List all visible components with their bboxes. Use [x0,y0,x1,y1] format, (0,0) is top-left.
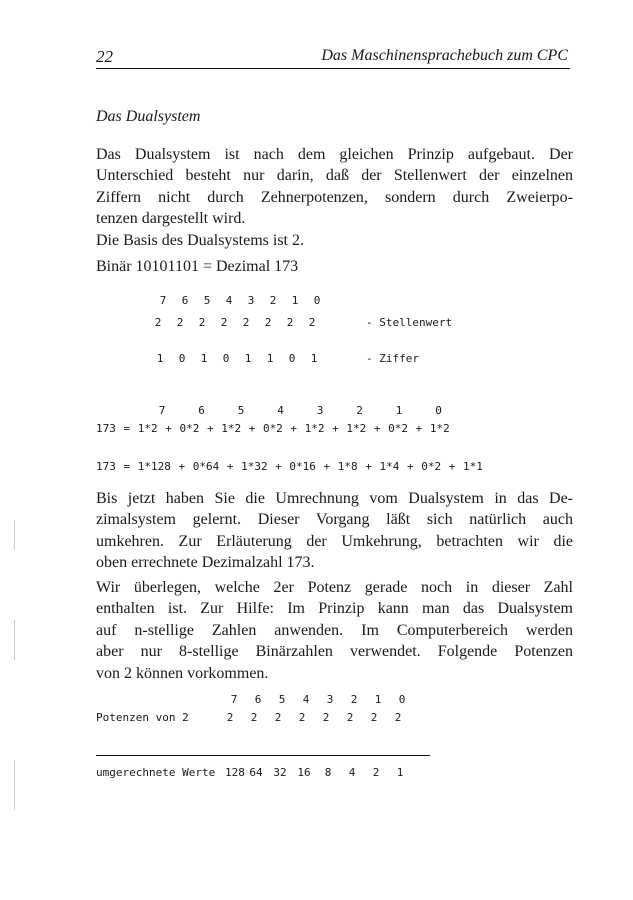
power-exponent: 2 [350,693,358,706]
power-base: 2 [226,711,234,724]
exponent-digit: 5 [203,294,211,307]
text-line: Wir überlegen, welche 2er Potenz gerade noch in dieser Zahl [96,579,573,596]
binary-digit: 1 [244,352,252,365]
text-line: Ziffern nicht durch Zehnerpotenzen, sondern durch Zweierpo- [96,188,573,206]
scan-artifact [14,620,15,660]
scan-artifact [14,520,15,550]
power-exponent: 5 [278,693,286,706]
text-line: Unterschied besteht nur darin, daß der Stellenwert der einzelnen [96,167,573,185]
base-digit: 2 [176,316,184,329]
converted-value: 1 [396,766,404,779]
text-line: zimalsystem gelernt. Dieser Vorgang läßt sich natürlich auch [96,511,573,529]
binary-digit: 1 [310,352,318,365]
power-base: 2 [274,711,282,724]
formula-line-1: 173 = 1*2 + 0*2 + 1*2 + 0*2 + 1*2 + 1*2 + 0*2 + 1*2 [96,422,450,435]
formula-exponent: 0 [435,404,442,417]
text-line: auf n-stellige Zahlen anwenden. Im Computerbereich werden [96,621,573,639]
formula-exponent: 1 [395,404,403,417]
binary-digit: 0 [288,352,296,365]
exponent-digit: 7 [159,294,167,307]
power-base: 2 [250,711,258,724]
binary-example: Binär 10101101 = Dezimal 173 [96,258,299,275]
power-base: 2 [370,711,378,724]
power-base: 2 [394,711,402,724]
converted-value: 4 [348,766,356,779]
text-line: von 2 können vorkommen. [96,664,269,682]
power-base: 2 [346,711,354,724]
base-digit: 2 [308,316,316,329]
text-line: tenzen dargestellt wird. [96,210,246,228]
binary-digit: 1 [266,352,274,365]
text-line: oben errechnete Dezimalzahl 173. [96,554,315,572]
converted-value: 8 [324,766,332,779]
text-line: Bis jetzt haben Sie die Umrechnung vom Dualsystem in das De- [96,490,573,507]
paragraph-conversion [96,488,573,574]
formula-exponent: 5 [237,404,245,417]
converted-value: 64 [249,766,263,779]
exponent-digit: 3 [247,294,255,307]
stellenwert-label: - Stellenwert [366,316,453,329]
exponent-digit: 6 [181,294,189,307]
power-exponent: 1 [374,693,382,706]
power-exponent: 6 [254,693,262,706]
formula-exponent: 7 [158,404,166,417]
formula-exponent: 3 [316,404,324,417]
exponent-digit: 0 [313,294,321,307]
header-rule [96,68,570,69]
exponent-digit: 1 [291,294,299,307]
base-digit: 2 [220,316,228,329]
converted-value: 32 [273,766,287,779]
binary-digit: 1 [200,352,208,365]
base-digit: 2 [198,316,206,329]
scan-artifact [14,760,15,810]
text-line: aber nur 8-stellige Binärzahlen verwendet. Folgende Potenzen [96,643,573,661]
text-line: Die Basis des Dualsystems ist 2. [96,231,304,249]
power-exponent: 3 [326,693,334,706]
powers-row-label: Potenzen von 2 [96,711,189,724]
base-digit: 2 [242,316,250,329]
converted-values-label: umgerechnete Werte [96,766,216,779]
page-number: 22 [96,47,113,66]
text-line: Das Dualsystem ist nach dem gleichen Prinzip aufgebaut. Der [96,146,573,163]
converted-value: 2 [372,766,380,779]
converted-value: 16 [297,766,311,779]
section-title: Das Dualsystem [96,108,201,125]
text-line: enthalten ist. Zur Hilfe: Im Prinzip kann man das Dualsystem [96,600,573,618]
converted-value: 128 [225,766,245,779]
power-exponent: 7 [230,693,238,706]
exponent-digit: 4 [225,294,233,307]
paragraph-powers [96,577,573,684]
base-digit: 2 [286,316,294,329]
text-line: umkehren. Zur Erläuterung der Umkehrung, betrachten wir die [96,532,573,550]
formula-line-2: 173 = 1*128 + 0*64 + 1*32 + 0*16 + 1*8 + 1*4 + 0*2 + 1*1 [96,460,483,473]
base-digit: 2 [154,316,162,329]
base-digit: 2 [264,316,272,329]
table-rule [96,755,430,756]
power-base: 2 [298,711,306,724]
power-exponent: 4 [302,693,310,706]
running-header-title: Das Maschinensprachebuch zum CPC [321,47,568,64]
power-base: 2 [322,711,330,724]
ziffer-label: - Ziffer [366,352,419,365]
power-exponent: 0 [398,693,406,706]
formula-exponent: 6 [198,404,205,417]
paragraph-intro [96,144,573,251]
formula-exponent: 2 [356,404,363,417]
formula-exponent: 4 [277,404,284,417]
binary-digit: 0 [178,352,186,365]
binary-digit: 0 [222,352,230,365]
exponent-digit: 2 [269,294,277,307]
binary-digit: 1 [156,352,164,365]
